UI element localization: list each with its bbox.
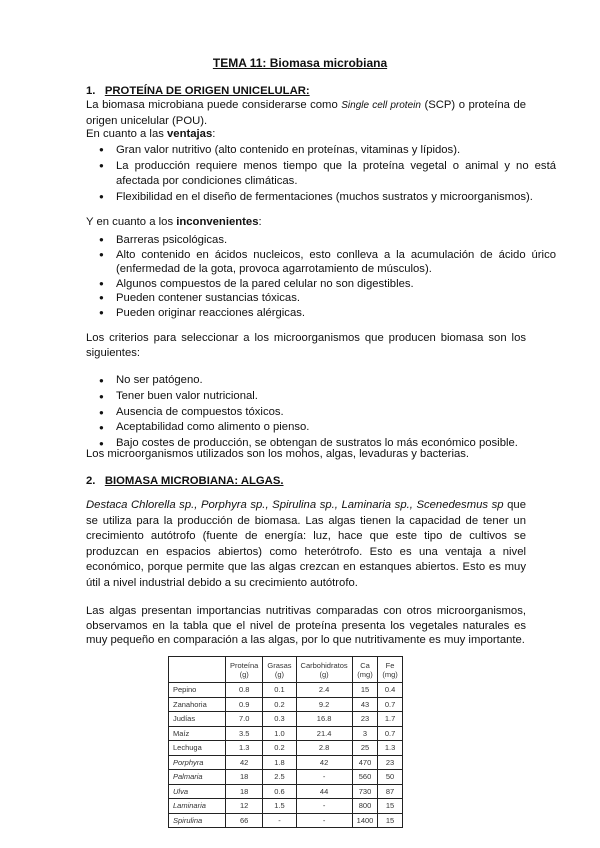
ventajas-list xyxy=(86,143,556,206)
text: Y en cuanto a los xyxy=(86,216,177,228)
table-cell: 1.3 xyxy=(226,741,263,756)
table-cell: 0.6 xyxy=(263,784,296,799)
list-item: ● Ausencia de compuestos tóxicos. xyxy=(116,405,556,421)
row-name: Zanahoria xyxy=(169,697,226,712)
table-cell: 16.8 xyxy=(296,712,352,727)
table-cell: 2.8 xyxy=(296,741,352,756)
text-bold: inconvenientes xyxy=(176,216,259,228)
list-item: ● Barreras psicológicas. xyxy=(116,233,556,248)
table-row xyxy=(169,784,403,799)
table-cell: 15 xyxy=(352,683,378,698)
table-row xyxy=(169,813,403,828)
table-cell: - xyxy=(296,813,352,828)
table-cell: 0.4 xyxy=(378,683,402,698)
header-unit: (mg) xyxy=(382,669,398,679)
algas-paragraph xyxy=(86,498,526,592)
table-row xyxy=(169,770,403,785)
inconvenientes-intro: Y en cuanto a los inconvenientes: xyxy=(86,216,262,228)
list-item: ● Gran valor nutritivo (alto contenido en proteínas, vitaminas y lípidos). xyxy=(116,143,556,158)
nutrition-paragraph: Las algas presentan importancias nutritivas comparadas con otros microorganismos, observamos en la tabla que el nivel de proteína presenta los vegetales naturales es muy pequeño en comparación a las algas, por lo que nutritivamente es muy importante. xyxy=(86,605,526,647)
table-cell: 0.7 xyxy=(378,697,402,712)
list-item: ● Bajo costes de producción, se obtengan de sustratos lo más económico posible. xyxy=(116,436,556,452)
text: La biomasa microbiana puede considerarse como xyxy=(86,99,342,111)
table-cell: 0.1 xyxy=(263,683,296,698)
table-cell: 470 xyxy=(352,755,378,770)
section-title: BIOMASA MICROBIANA: ALGAS. xyxy=(104,475,284,487)
table-cell: 560 xyxy=(352,770,378,785)
empty-header-cell xyxy=(169,657,226,683)
row-name: Lechuga xyxy=(169,741,226,756)
page-title: TEMA 11: Biomasa microbiana xyxy=(212,56,388,70)
section-title: PROTEÍNA DE ORIGEN UNICELULAR: xyxy=(104,85,310,97)
list-item: ● No ser patógeno. xyxy=(116,373,556,389)
column-header xyxy=(378,657,402,683)
text: que se utiliza para la producción de biomasa. Las algas tienen la capacidad de tener un crecimiento autótrofo (fuente de energía: luz, hace que este tipo de cultivos se produzcan en espacios abiertos) como heterótrofo. Esto es una ventaja a nivel económico, porque permite que las algas crezcan en estanques abiertos. Esto es muy útil a nivel industrial debido a su crecimiento autótrofo. xyxy=(86,499,526,589)
table-cell: 18 xyxy=(226,770,263,785)
table-cell: 3 xyxy=(352,726,378,741)
table-cell: 43 xyxy=(352,697,378,712)
table-cell: 1.5 xyxy=(263,799,296,814)
row-name: Laminaria xyxy=(169,799,226,814)
table-cell: 66 xyxy=(226,813,263,828)
table-cell: 42 xyxy=(296,755,352,770)
table-cell: 2.4 xyxy=(296,683,352,698)
column-header xyxy=(296,657,352,683)
list-item: ● Algunos compuestos de la pared celular no son digestibles. xyxy=(116,277,556,292)
table-cell: 2.5 xyxy=(263,770,296,785)
section-1-heading xyxy=(86,84,526,99)
nutrition-table xyxy=(168,656,403,828)
table-row xyxy=(169,799,403,814)
criterios-list xyxy=(86,373,556,452)
header-unit: (g) xyxy=(274,669,285,679)
table-header-row xyxy=(169,657,403,683)
header-unit: (g) xyxy=(319,669,329,679)
table-cell: 0.7 xyxy=(378,726,402,741)
table-cell: 23 xyxy=(352,712,378,727)
list-item: ● Pueden originar reacciones alérgicas. xyxy=(116,306,556,321)
row-name: Spirulina xyxy=(169,813,226,828)
table-cell: 15 xyxy=(378,799,402,814)
column-header xyxy=(352,657,378,683)
table-row xyxy=(169,697,403,712)
section-2-heading xyxy=(86,474,526,489)
text-italic: Single cell protein xyxy=(341,100,421,111)
table-cell: 87 xyxy=(378,784,402,799)
table-cell: 50 xyxy=(378,770,402,785)
table-cell: - xyxy=(296,770,352,785)
text-bold: ventajas xyxy=(167,128,213,140)
header-label: Carbohidratos xyxy=(300,660,348,670)
table-row xyxy=(169,726,403,741)
row-name: Ulva xyxy=(169,784,226,799)
scp-paragraph xyxy=(86,98,526,128)
table-cell: - xyxy=(263,813,296,828)
table-cell: 1.7 xyxy=(378,712,402,727)
row-name: Palmaria xyxy=(169,770,226,785)
table-row xyxy=(169,712,403,727)
list-item: ● Tener buen valor nutricional. xyxy=(116,389,556,405)
table-cell: 9.2 xyxy=(296,697,352,712)
table-row xyxy=(169,755,403,770)
list-item: ● Aceptabilidad como alimento o pienso. xyxy=(116,420,556,436)
ventajas-intro: En cuanto a las ventajas: xyxy=(86,128,216,140)
table-cell: 1.3 xyxy=(378,741,402,756)
table-cell: 0.2 xyxy=(263,741,296,756)
row-name: Maíz xyxy=(169,726,226,741)
table-cell: 1.0 xyxy=(263,726,296,741)
list-item: ● Pueden contener sustancias tóxicas. xyxy=(116,291,556,306)
table-cell: 800 xyxy=(352,799,378,814)
column-header xyxy=(263,657,296,683)
table-cell: 15 xyxy=(378,813,402,828)
row-name: Porphyra xyxy=(169,755,226,770)
header-label: Grasas xyxy=(267,660,292,670)
table-cell: 1400 xyxy=(352,813,378,828)
header-label: Ca xyxy=(360,660,370,670)
criterios-intro: Los criterios para seleccionar a los microorganismos que producen biomasa son los siguientes: xyxy=(86,332,526,359)
table-cell: 44 xyxy=(296,784,352,799)
header-unit: (g) xyxy=(239,669,249,679)
row-name: Pepino xyxy=(169,683,226,698)
text: (SCP) o proteína de origen unicelular (POU). xyxy=(86,99,527,127)
inconvenientes-list xyxy=(86,233,556,321)
table-cell: 0.3 xyxy=(263,712,296,727)
table-cell: 25 xyxy=(352,741,378,756)
section-number: 2. xyxy=(86,475,96,487)
list-item: ● Alto contenido en ácidos nucleicos, esto conlleva a la acumulación de ácido úrico (enfermedad de la gota, provoca agarrotamiento de músculos). xyxy=(116,248,556,277)
table-cell: 3.5 xyxy=(226,726,263,741)
closing-text: Los microorganismos utilizados son los mohos, algas, levaduras y bacterias. xyxy=(86,448,470,460)
table-cell: 0.9 xyxy=(226,697,263,712)
header-unit: (mg) xyxy=(357,669,373,679)
table-cell: 7.0 xyxy=(226,712,263,727)
table-cell: 42 xyxy=(226,755,263,770)
text-italic: Destaca Chlorella sp., Porphyra sp., Spirulina sp., Laminaria sp., Scenedesmus sp xyxy=(86,499,504,511)
column-header xyxy=(226,657,263,683)
table-cell: 0.8 xyxy=(226,683,263,698)
table-cell: - xyxy=(296,799,352,814)
table-row xyxy=(169,741,403,756)
table-cell: 21.4 xyxy=(296,726,352,741)
row-name: Judías xyxy=(169,712,226,727)
table-row xyxy=(169,683,403,698)
table-cell: 0.2 xyxy=(263,697,296,712)
table-cell: 1.8 xyxy=(263,755,296,770)
table-cell: 18 xyxy=(226,784,263,799)
header-label: Fe xyxy=(385,660,395,670)
table-cell: 23 xyxy=(378,755,402,770)
list-item: ● Flexibilidad en el diseño de fermentaciones (muchos sustratos y microorganismos). xyxy=(116,190,556,205)
text: En cuanto a las xyxy=(86,128,168,140)
header-label: Proteína xyxy=(230,660,259,670)
list-item: ● La producción requiere menos tiempo que la proteína vegetal o animal y no está afectada por condiciones climáticas. xyxy=(116,159,556,188)
table-cell: 730 xyxy=(352,784,378,799)
section-number: 1. xyxy=(86,85,96,97)
table-cell: 12 xyxy=(226,799,263,814)
